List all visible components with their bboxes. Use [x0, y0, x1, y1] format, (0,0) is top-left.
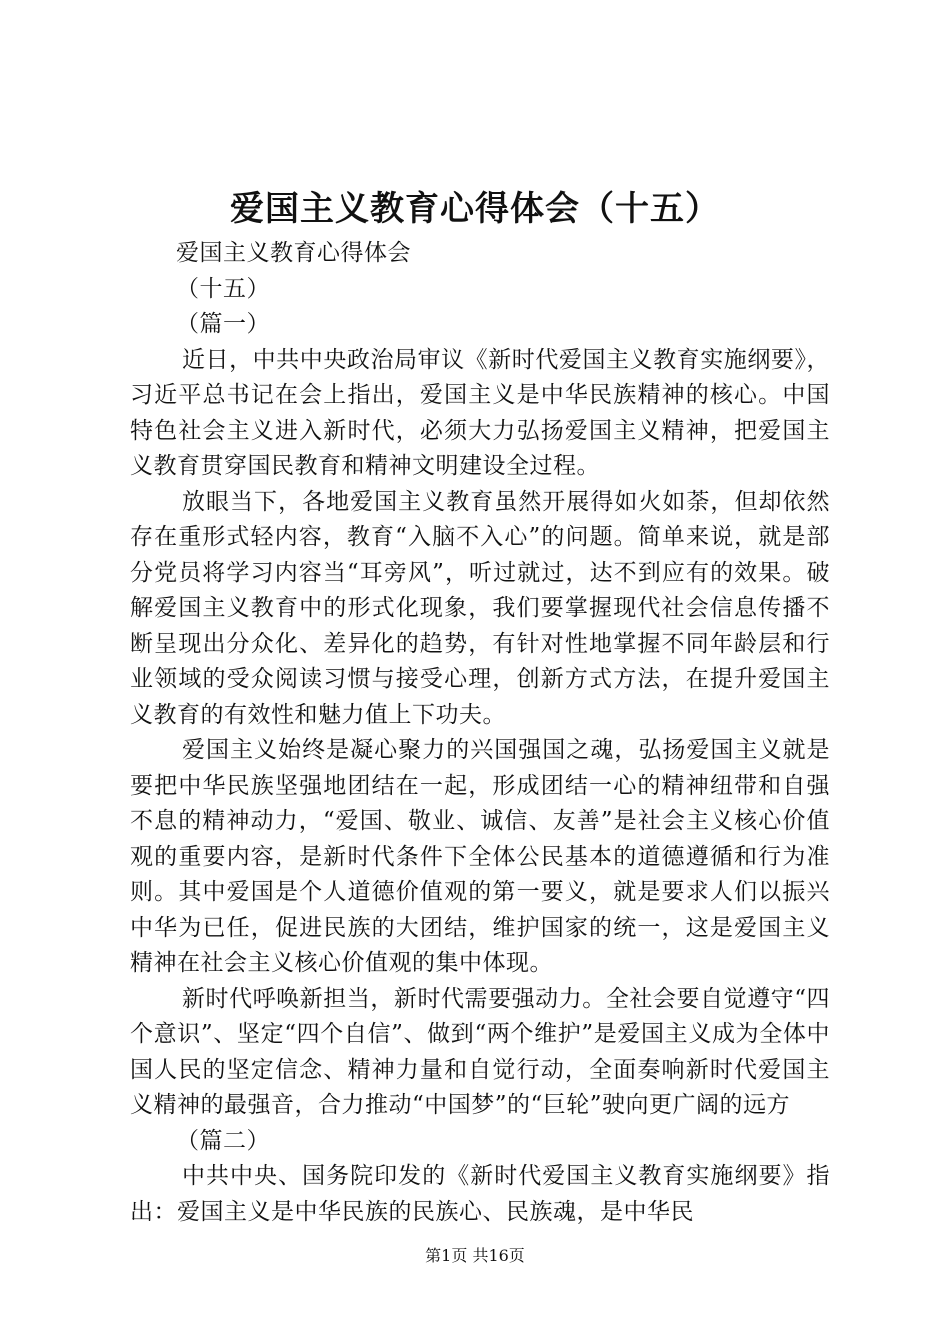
document-title: 爱国主义教育心得体会（十五） [230, 189, 720, 229]
subtitle-line: 爱国主义教育心得体会 [176, 240, 411, 266]
paragraph: 新时代呼唤新担当，新时代需要强动力。全社会要自觉遵守“四个意识”、坚定“四个自信”、做到“两个维护”是爱国主义成为全体中国人民的坚定信念、精神力量和自觉行动，全面奏响新时代爱国主义精神的最强音，合力推动“中国梦”的“巨轮”驶向更广阔的远方 [130, 985, 830, 1118]
section-label: （篇二） [176, 1127, 270, 1154]
page-footer: 第1页 共16页 [425, 1246, 525, 1265]
paragraph: 近日，中共中央政治局审议《新时代爱国主义教育实施纲要》，习近平总书记在会上指出，爱国主义是中华民族精神的核心。中国特色社会主义进入新时代，必须大力弘扬爱国主义精神，把爱国主义教育贯穿国民教育和精神文明建设全过程。 [130, 346, 830, 479]
paragraph: 爱国主义始终是凝心聚力的兴国强国之魂，弘扬爱国主义就是要把中华民族坚强地团结在一起，形成团结一心的精神纽带和自强不息的精神动力，“爱国、敬业、诚信、友善”是社会主义核心价值观的重要内容，是新时代条件下全体公民基本的道德遵循和行为准则。其中爱国是个人道德价值观的第一要义，就是要求人们以振兴中华为已任，促进民族的大团结，维护国家的统一，这是爱国主义精神在社会主义核心价值观的集中体现。 [130, 737, 830, 976]
document-body [130, 236, 830, 1230]
paragraph: 放眼当下，各地爱国主义教育虽然开展得如火如荼，但却依然存在重形式轻内容，教育“入脑不入心”的问题。简单来说，就是部分党员将学习内容当“耳旁风”，听过就过，达不到应有的效果。破解爱国主义教育中的形式化现象，我们要掌握现代社会信息传播不断呈现出分众化、差异化的趋势，有针对性地掌握不同年龄层和行业领域的受众阅读习惯与接受心理，创新方式方法，在提升爱国主义教育的有效性和魅力值上下功夫。 [130, 488, 830, 728]
subtitle-number: （十五） [176, 275, 270, 302]
section-label: （篇一） [176, 311, 270, 337]
paragraph: 中共中央、国务院印发的《新时代爱国主义教育实施纲要》指出：爱国主义是中华民族的民族心、民族魂，是中华民 [130, 1163, 830, 1225]
